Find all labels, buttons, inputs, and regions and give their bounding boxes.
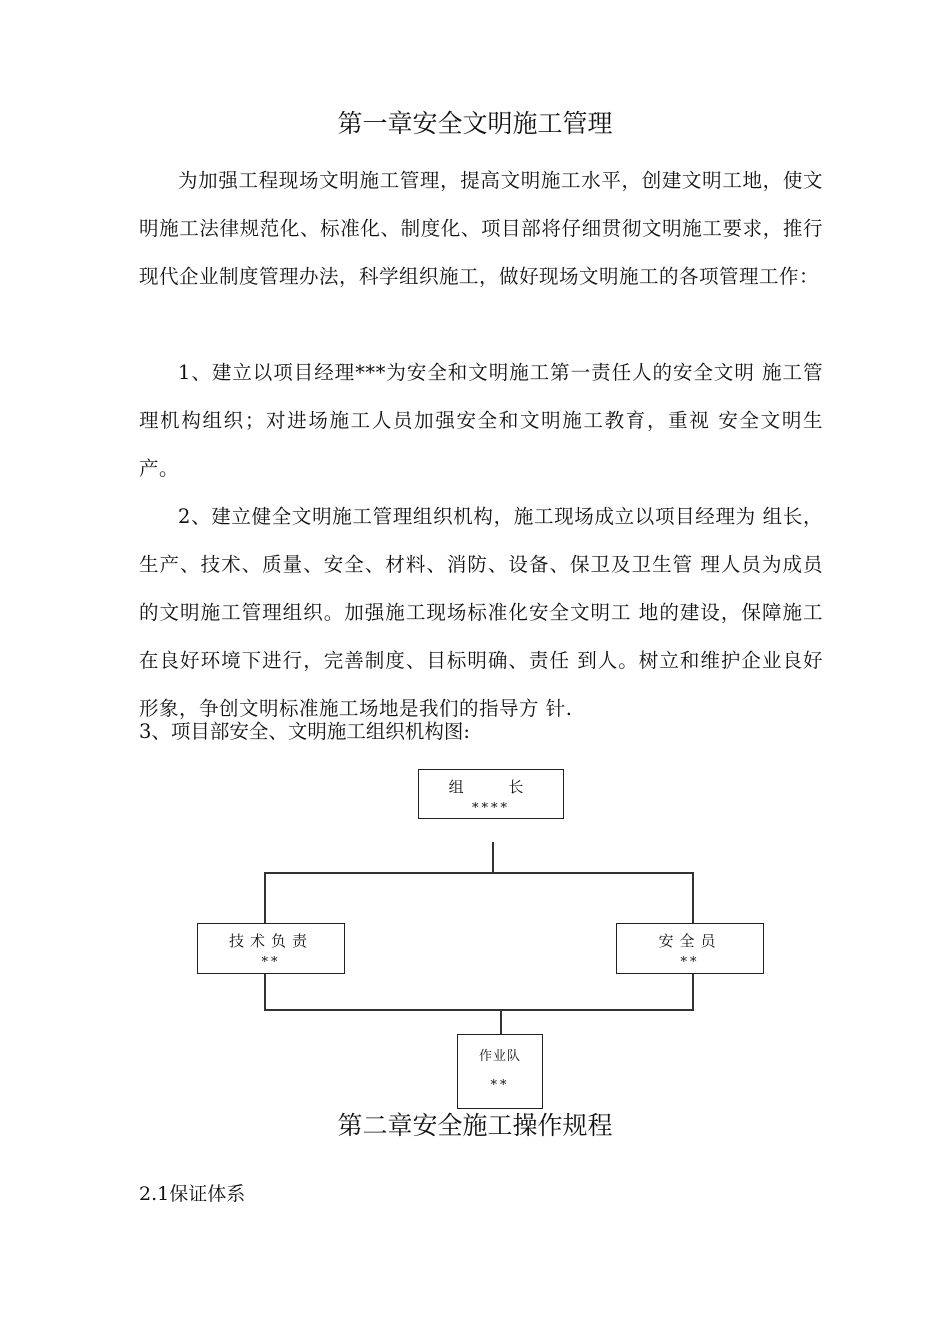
org-box-leader (418, 769, 564, 819)
chapter1-title: 第一章安全文明施工管理 (337, 109, 613, 138)
section-2-1: 2.1保证体系 (139, 1183, 246, 1205)
connector-top-horizontal (264, 872, 694, 874)
tech-title: 技术负责 (228, 932, 313, 950)
org-box-tech (197, 923, 345, 974)
org-box-team (457, 1034, 543, 1109)
safety-name: ** (680, 955, 700, 970)
org-box-safety (616, 923, 764, 974)
connector-right-bottom (692, 972, 694, 1010)
connector-team-up (500, 1009, 502, 1035)
team-name: ** (490, 1078, 510, 1093)
leader-title: 组 长 (448, 778, 544, 796)
chapter2-title: 第二章安全施工操作规程 (337, 1111, 613, 1140)
connector-leader-down (492, 842, 494, 872)
tech-name: ** (261, 955, 281, 970)
connector-right-down (692, 872, 694, 924)
item1-paragraph: 1、建立以项目经理***为安全和文明施工第一责任人的安全文明 施工管理机构组织；对进场施工人员加强安全和文明施工教育，重视 安全文明生产。 (139, 361, 823, 480)
intro-paragraph: 为加强工程现场文明施工管理，提高文明施工水平，创建文明工地，使文明施工法律规范化、标准化、制度化、项目部将仔细贯彻文明施工要求，推行现代企业制度管理办法，科学组织施工，做好现场文明施工的各项管理工作： (139, 169, 823, 288)
item3-line: 3、项目部安全、文明施工组织机构图: (139, 720, 470, 743)
leader-name: **** (472, 801, 510, 816)
connector-left-down (264, 872, 266, 924)
connector-bottom-horizontal (264, 1009, 694, 1011)
team-title: 作业队 (478, 1049, 521, 1064)
item2-paragraph: 2、建立健全文明施工管理组织机构，施工现场成立以项目经理为 组长，生产、技术、质量、安全、材料、消防、设备、保卫及卫生管 理人员为成员的文明施工管理组织。加强施工现场标准化安全文明工 地的建设，保障施工在良好环境下进行，完善制度、目标明确、责任 到人。树立和维护企业良好形象，争创文明标准施工场地是我们的指导方 针. (139, 505, 823, 720)
safety-title: 安全员 (658, 932, 722, 950)
connector-left-bottom (264, 972, 266, 1010)
